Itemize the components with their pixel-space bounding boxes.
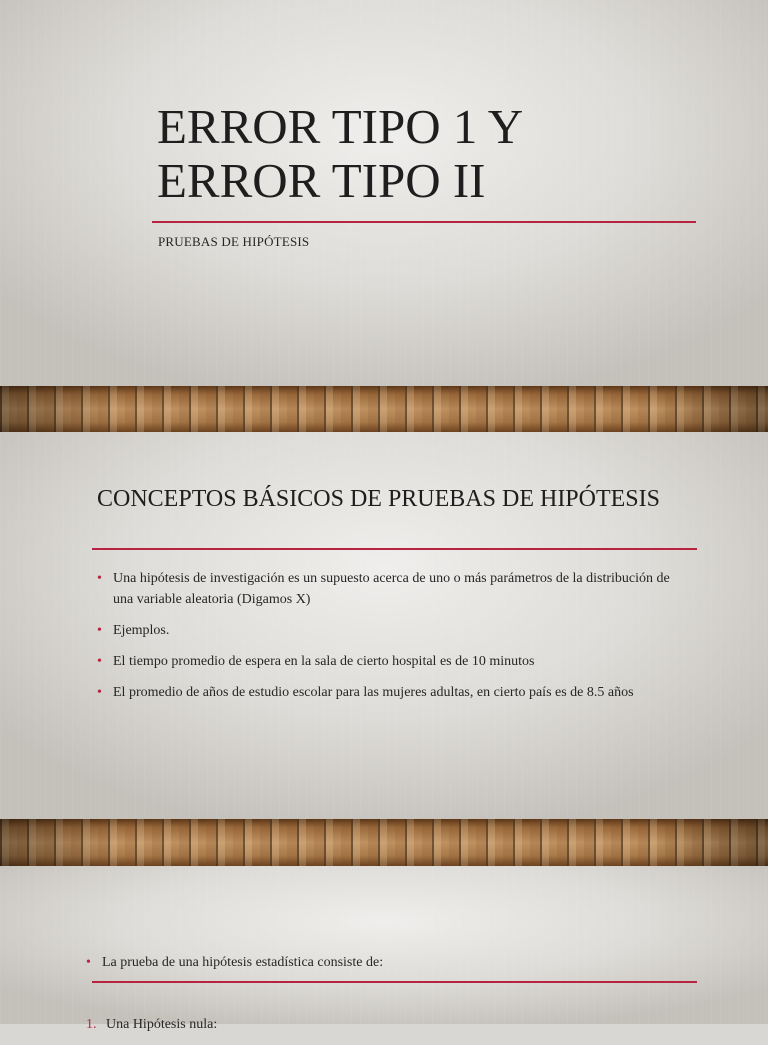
slide-2-title: CONCEPTOS BÁSICOS DE PRUEBAS DE HIPÓTESIS <box>97 486 660 512</box>
list-item <box>86 1014 686 1035</box>
slide-1-subtitle: PRUEBAS DE HIPÓTESIS <box>158 234 310 249</box>
slide-3-bullet-list <box>86 952 686 983</box>
number-marker: 1. <box>86 1017 97 1032</box>
slide-2 <box>0 432 768 819</box>
slide-1-divider <box>152 221 696 223</box>
slide-3-divider <box>92 981 697 983</box>
list-item <box>97 568 687 610</box>
list-item <box>97 682 687 703</box>
bullet-text: El promedio de años de estudio escolar para las mujeres adultas, en cierto país es de 8.5 años <box>113 685 634 700</box>
numbered-text: Una Hipótesis nula: <box>106 1017 218 1032</box>
slide-1-title-line-2: ERROR TIPO II <box>157 153 486 208</box>
slide-1-title <box>157 100 523 208</box>
bullet-text: Una hipótesis de investigación es un supuesto acerca de uno o más parámetros de la distribución de una variable aleatoria (Digamos X) <box>113 571 670 607</box>
bullet-icon: • <box>86 955 91 970</box>
slide-3 <box>0 866 768 1032</box>
slide-1 <box>0 0 768 386</box>
bullet-icon: • <box>97 623 102 638</box>
list-item <box>86 952 686 973</box>
wood-floor-divider-1 <box>0 386 768 432</box>
slide-3-numbered-list <box>86 1014 686 1045</box>
slide-1-title-line-1: ERROR TIPO 1 Y <box>157 99 524 154</box>
bullet-text: Ejemplos. <box>113 623 170 638</box>
bullet-text: La prueba de una hipótesis estadística consiste de: <box>102 955 384 970</box>
list-item <box>97 620 687 641</box>
bullet-icon: • <box>97 654 102 669</box>
slide-2-bullet-list <box>97 568 687 713</box>
bullet-icon: • <box>97 571 102 586</box>
bullet-icon: • <box>97 685 102 700</box>
bullet-text: El tiempo promedio de espera en la sala de cierto hospital es de 10 minutos <box>113 654 535 669</box>
wood-floor-divider-2 <box>0 819 768 866</box>
slide-2-divider <box>92 548 697 550</box>
list-item <box>97 651 687 672</box>
